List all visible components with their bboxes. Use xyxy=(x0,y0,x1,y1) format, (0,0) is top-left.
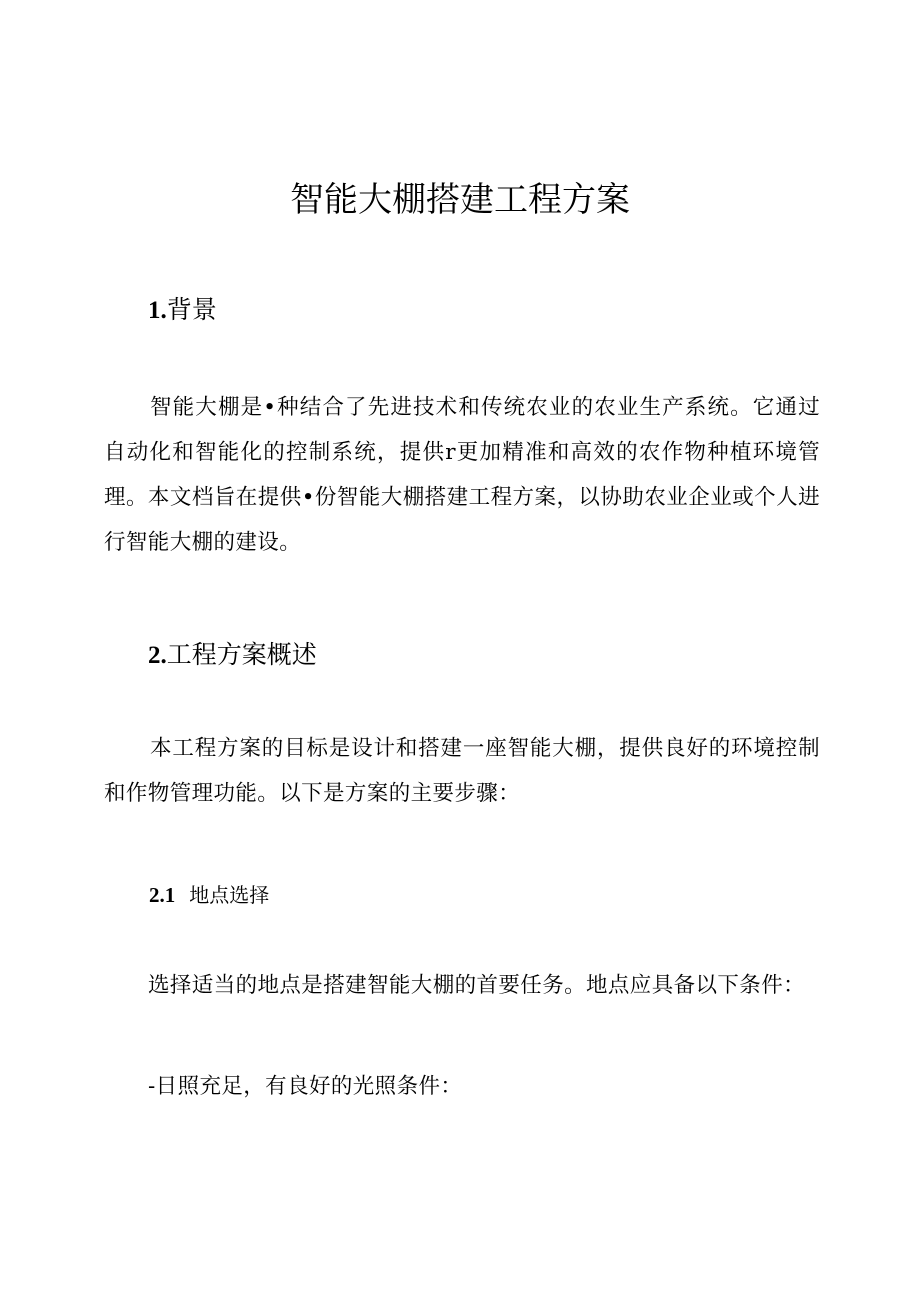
subsection-title: 地点选择 xyxy=(189,883,270,907)
section-heading-overview xyxy=(148,637,317,674)
section-title: 背景 xyxy=(166,295,217,324)
subsection-heading-site-selection xyxy=(149,879,269,911)
site-selection-paragraph: 选择适当的地点是搭建智能大棚的首要任务。地点应具备以下条件： xyxy=(148,973,806,998)
section-number: 1. xyxy=(148,297,167,324)
background-paragraph: 智能大棚是•种结合了先进技术和传统农业的农业生产系统。它通过自动化和智能化的控制系统，提供r更加精准和高效的农作物种植环境管理。本文档旨在提供•份智能大棚搭建工程方案，以协助农业企业或个人进行智能大棚的建设。 xyxy=(104,395,820,555)
bullet-item: -日照充足，有良好的光照条件： xyxy=(148,1074,463,1099)
document-title: 智能大棚搭建工程方案 xyxy=(290,180,630,220)
section-number: 2. xyxy=(148,642,167,669)
subsection-number: 2.1 xyxy=(149,883,176,907)
section-heading-background xyxy=(148,292,217,329)
section-title: 工程方案概述 xyxy=(166,640,317,669)
overview-paragraph: 本工程方案的目标是设计和搭建一座智能大棚，提供良好的环境控制和作物管理功能。以下是方案的主要步骤： xyxy=(104,736,820,806)
